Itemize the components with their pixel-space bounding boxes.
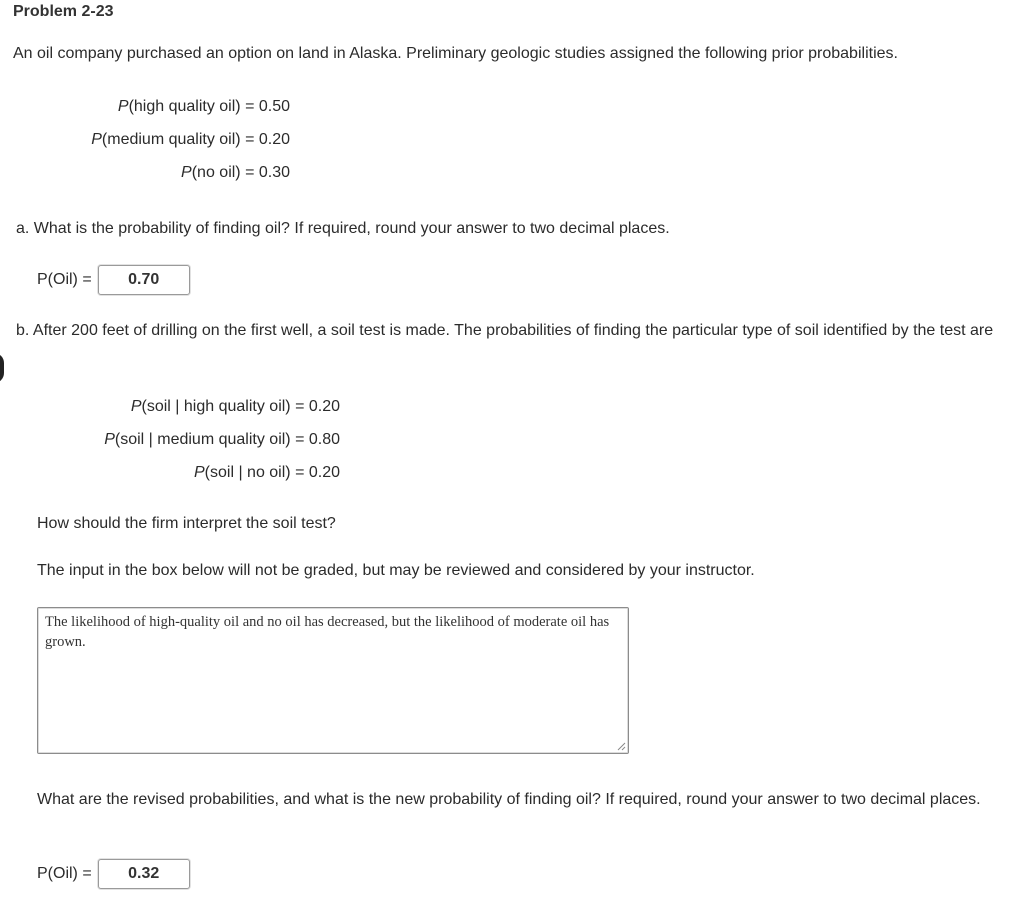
intro-text: An oil company purchased an option on land in Alaska. Preliminary geologic studies assigned the following prior probabilities. bbox=[13, 45, 898, 62]
prob-argument: (soil | high quality oil) bbox=[141, 398, 291, 415]
soil-likelihoods bbox=[0, 395, 340, 495]
prob-argument: (medium quality oil) bbox=[101, 131, 241, 148]
part-a-question: a. What is the probability of finding oil? If required, round your answer to two decimal places. bbox=[16, 220, 670, 237]
prob-symbol: P bbox=[181, 164, 192, 181]
part-b-answer-row bbox=[37, 858, 190, 890]
prob-symbol: P bbox=[130, 398, 142, 415]
prob-value: = 0.20 bbox=[240, 131, 290, 148]
resize-grip-icon[interactable] bbox=[616, 741, 626, 751]
part-b-question-text: b. After 200 feet of drilling on the first well, a soil test is made. The probabilities of finding the particular type of soil identified by the test are bbox=[16, 322, 994, 339]
side-tab-handle[interactable] bbox=[0, 353, 4, 383]
revised-question: What are the revised probabilities, and what is the new probability of finding oil? If required, round your answer to two decimal places. bbox=[37, 791, 981, 808]
prob-argument: (high quality oil) bbox=[128, 98, 241, 115]
prob-symbol: P bbox=[91, 131, 102, 148]
part-a-answer-label: P(Oil) = bbox=[37, 271, 92, 288]
prob-argument: (soil | medium quality oil) bbox=[114, 431, 291, 448]
prob-symbol: P bbox=[193, 464, 205, 481]
prob-value: = 0.20 bbox=[290, 398, 340, 415]
prior-high-quality bbox=[118, 95, 290, 119]
likelihood-medium-quality bbox=[104, 428, 340, 452]
likelihood-no-oil bbox=[194, 461, 340, 485]
prob-value: = 0.30 bbox=[240, 164, 290, 181]
problem-title: Problem 2-23 bbox=[13, 3, 114, 20]
prob-symbol: P bbox=[104, 431, 115, 448]
prob-argument: (no oil) bbox=[191, 164, 241, 181]
interpretation-response: The likelihood of high-quality oil and no oil has decreased, but the likelihood of moderate oil has grown. bbox=[45, 614, 610, 650]
interpretation-textarea[interactable] bbox=[37, 607, 629, 754]
prob-value: = 0.50 bbox=[240, 98, 290, 115]
part-a-answer-row bbox=[37, 264, 190, 296]
prob-symbol: P bbox=[117, 98, 129, 115]
likelihood-high-quality bbox=[131, 395, 340, 419]
prob-value: = 0.20 bbox=[290, 464, 340, 481]
part-b-answer-input[interactable]: 0.32 bbox=[98, 859, 190, 889]
ungraded-note: The input in the box below will not be graded, but may be reviewed and considered by your instructor. bbox=[37, 562, 755, 579]
part-b-answer-label: P(Oil) = bbox=[37, 865, 92, 882]
prior-probabilities bbox=[0, 95, 290, 195]
prior-no-oil bbox=[181, 161, 290, 185]
prior-medium-quality bbox=[91, 128, 290, 152]
prob-argument: (soil | no oil) bbox=[204, 464, 291, 481]
prob-value: = 0.80 bbox=[290, 431, 340, 448]
interpret-question: How should the firm interpret the soil test? bbox=[37, 515, 336, 532]
part-a-answer-input[interactable]: 0.70 bbox=[98, 265, 190, 295]
part-b-question bbox=[16, 319, 1021, 343]
